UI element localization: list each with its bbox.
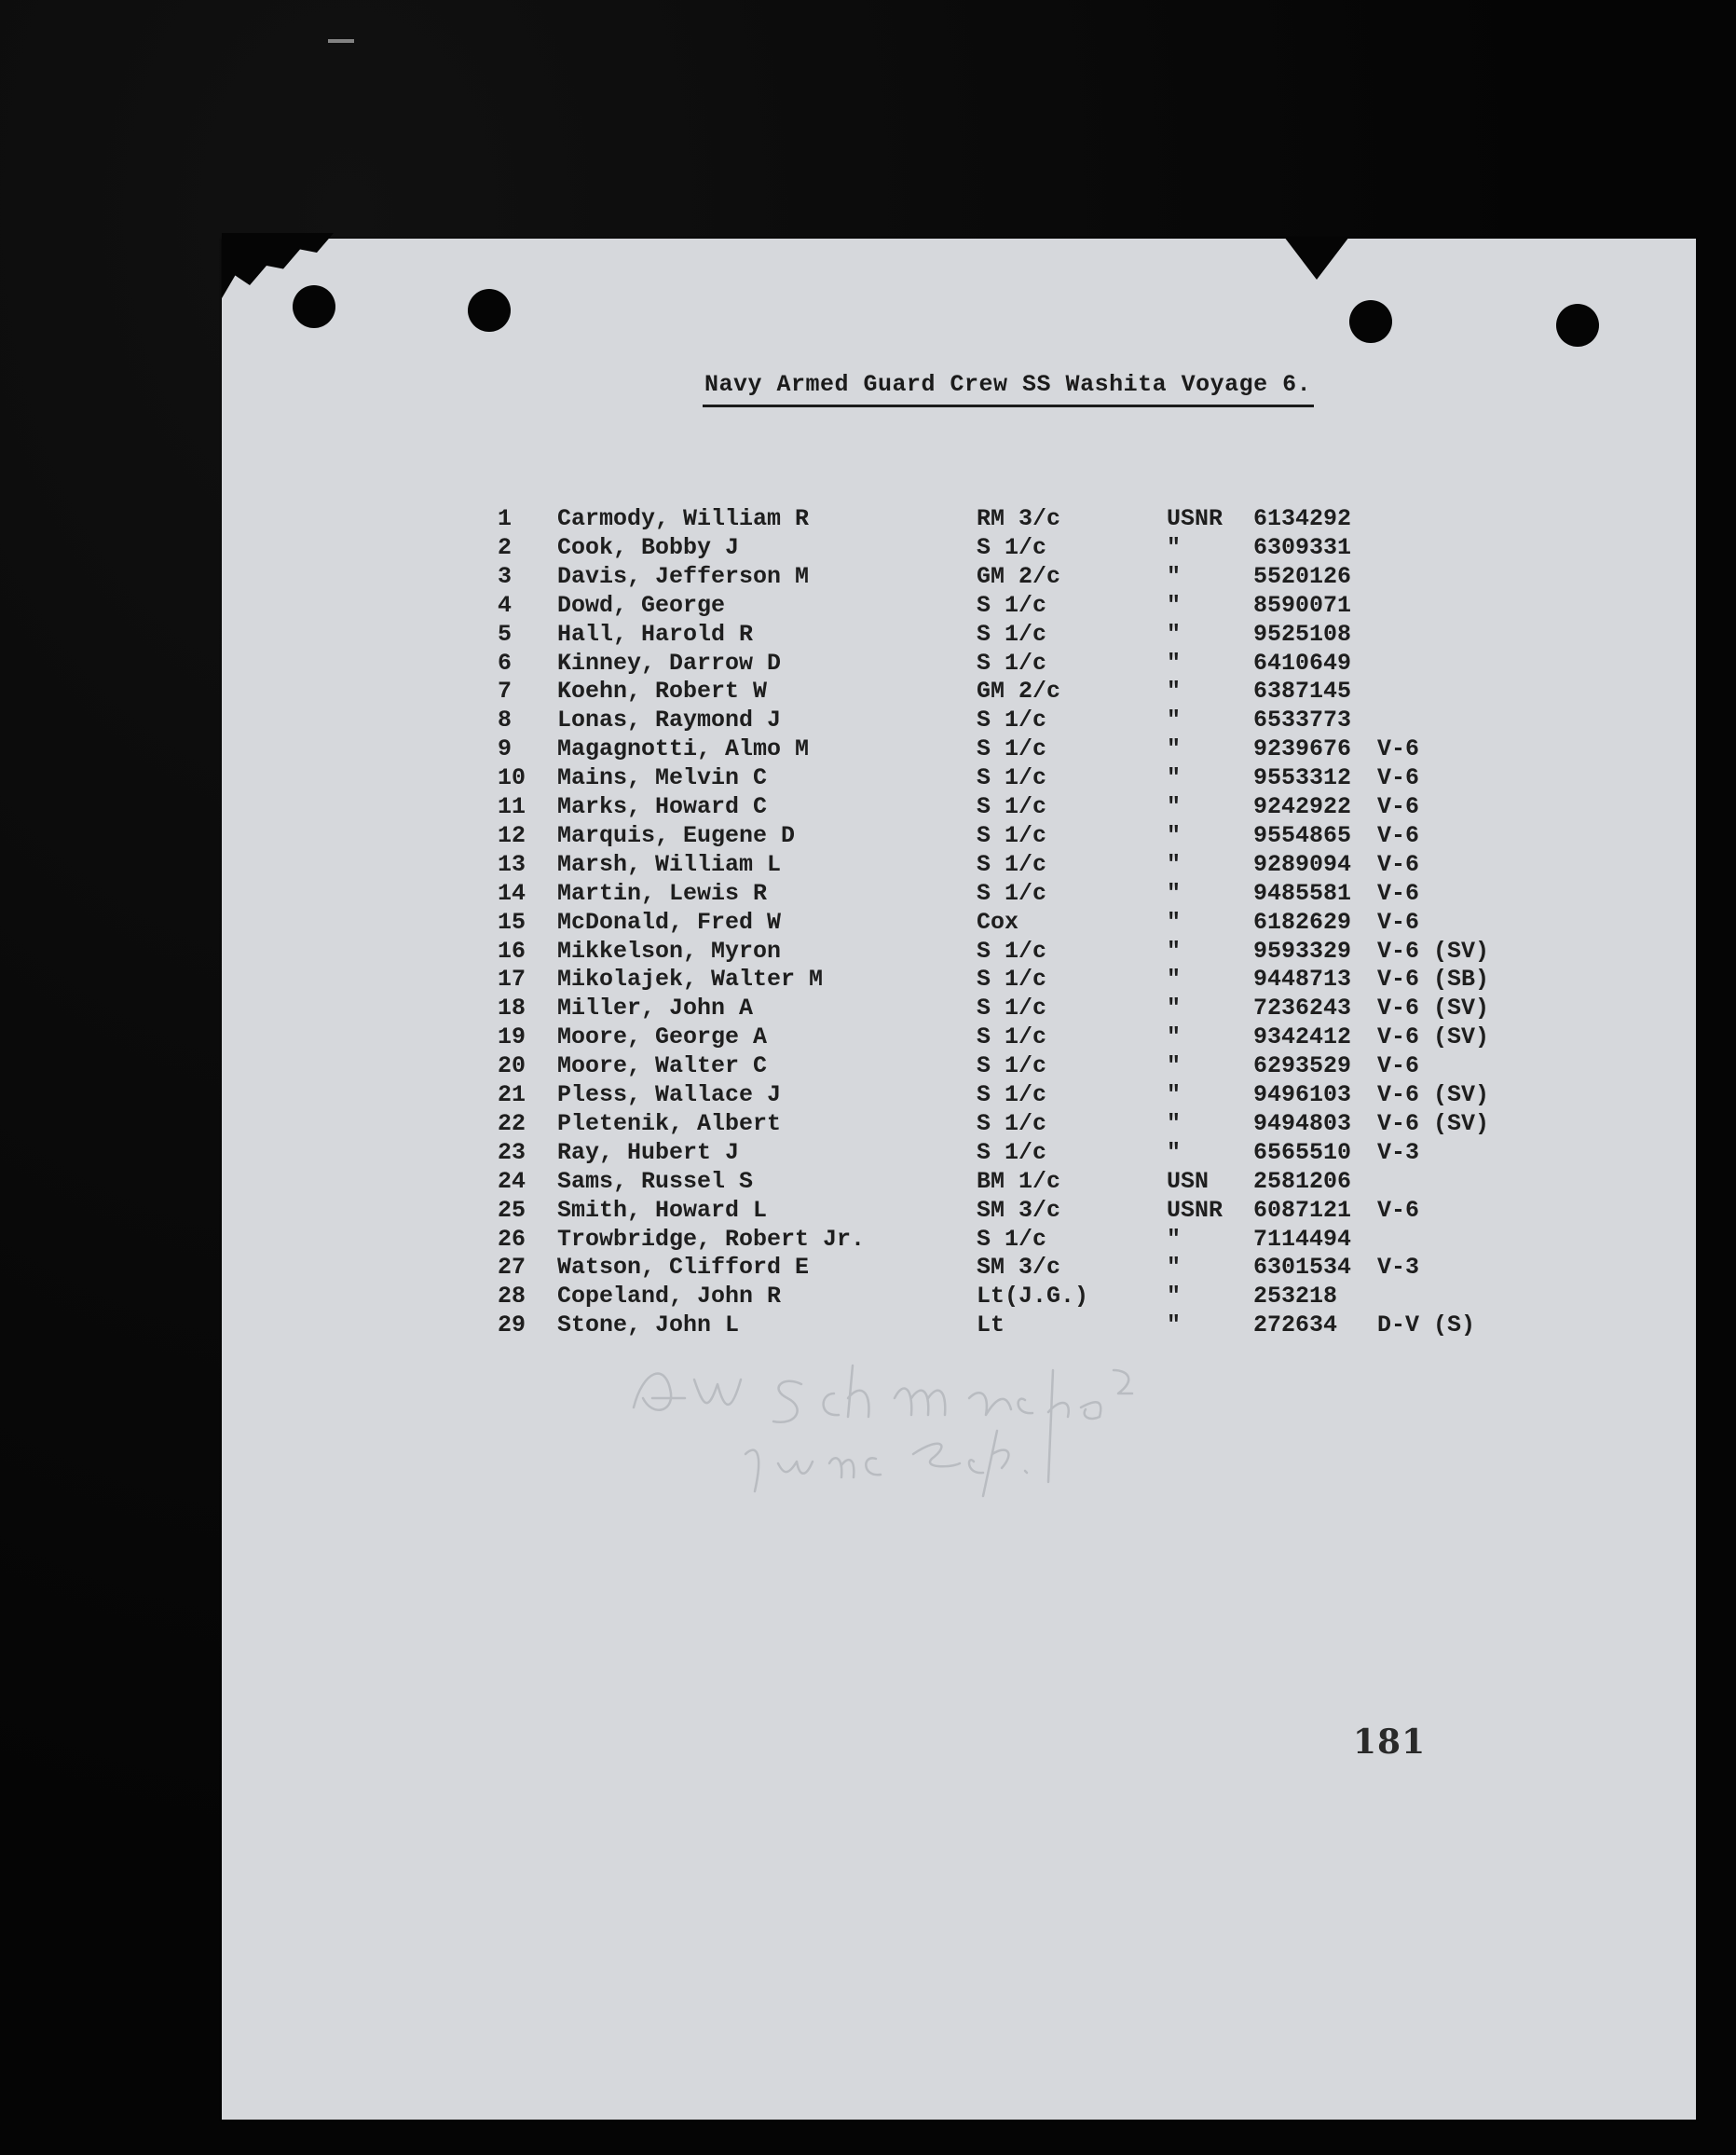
crew-notes: V-6 xyxy=(1377,822,1420,849)
service-number: 9593329 xyxy=(1253,938,1352,965)
crew-branch: " xyxy=(1167,592,1182,619)
crew-name: Moore, Walter C xyxy=(557,1052,768,1079)
service-number: 9485581 xyxy=(1253,880,1352,907)
crew-rate: S 1/c xyxy=(977,650,1047,677)
roster-row xyxy=(0,822,1736,850)
crew-branch: " xyxy=(1167,966,1182,993)
crew-name: Sams, Russel S xyxy=(557,1168,754,1195)
service-number: 6410649 xyxy=(1253,650,1352,677)
crew-notes: V-6 xyxy=(1377,880,1420,907)
crew-branch: " xyxy=(1167,1081,1182,1108)
row-number: 6 xyxy=(498,650,513,677)
crew-name: Martin, Lewis R xyxy=(557,880,768,907)
crew-name: Marquis, Eugene D xyxy=(557,822,796,849)
service-number: 6087121 xyxy=(1253,1197,1352,1224)
crew-notes: D-V (S) xyxy=(1377,1311,1476,1338)
service-number: 9239676 xyxy=(1253,735,1352,762)
crew-branch: " xyxy=(1167,880,1182,907)
crew-branch: USNR xyxy=(1167,505,1223,532)
roster-row xyxy=(0,1023,1736,1051)
roster-row xyxy=(0,1254,1736,1282)
crew-notes: V-6 xyxy=(1377,1052,1420,1079)
punch-hole xyxy=(1556,304,1599,347)
crew-name: Mains, Melvin C xyxy=(557,764,768,791)
punch-hole xyxy=(1349,300,1392,343)
crew-rate: S 1/c xyxy=(977,793,1047,820)
crew-branch: " xyxy=(1167,1254,1182,1281)
row-number: 9 xyxy=(498,735,513,762)
crew-branch: " xyxy=(1167,1311,1182,1338)
row-number: 5 xyxy=(498,621,513,648)
crew-branch: " xyxy=(1167,707,1182,734)
roster-row xyxy=(0,650,1736,678)
roster-row xyxy=(0,505,1736,533)
roster-row xyxy=(0,1139,1736,1167)
roster-row xyxy=(0,1081,1736,1109)
crew-name: Davis, Jefferson M xyxy=(557,563,810,590)
crew-rate: S 1/c xyxy=(977,995,1047,1022)
service-number: 2581206 xyxy=(1253,1168,1352,1195)
crew-rate: Lt(J.G.) xyxy=(977,1283,1089,1310)
roster-row xyxy=(0,592,1736,620)
crew-notes: V-6 (SB) xyxy=(1377,966,1490,993)
service-number: 7114494 xyxy=(1253,1226,1352,1253)
row-number: 2 xyxy=(498,534,513,561)
crew-rate: S 1/c xyxy=(977,822,1047,849)
crew-branch: " xyxy=(1167,1023,1182,1050)
crew-branch: " xyxy=(1167,678,1182,705)
row-number: 24 xyxy=(498,1168,526,1195)
crew-name: Watson, Clifford E xyxy=(557,1254,810,1281)
service-number: 6309331 xyxy=(1253,534,1352,561)
punch-hole xyxy=(468,289,511,332)
crew-notes: V-3 xyxy=(1377,1139,1420,1166)
row-number: 28 xyxy=(498,1283,526,1310)
crew-branch: " xyxy=(1167,1110,1182,1137)
crew-name: Smith, Howard L xyxy=(557,1197,768,1224)
crew-notes: V-6 xyxy=(1377,851,1420,878)
crew-name: Copeland, John R xyxy=(557,1283,782,1310)
row-number: 27 xyxy=(498,1254,526,1281)
roster-row xyxy=(0,966,1736,994)
row-number: 29 xyxy=(498,1311,526,1338)
row-number: 16 xyxy=(498,938,526,965)
crew-rate: SM 3/c xyxy=(977,1197,1061,1224)
row-number: 14 xyxy=(498,880,526,907)
roster-row xyxy=(0,534,1736,562)
crew-name: Magagnotti, Almo M xyxy=(557,735,810,762)
crew-rate: SM 3/c xyxy=(977,1254,1061,1281)
row-number: 4 xyxy=(498,592,513,619)
service-number: 9448713 xyxy=(1253,966,1352,993)
crew-rate: Lt xyxy=(977,1311,1005,1338)
roster-row xyxy=(0,1283,1736,1311)
row-number: 12 xyxy=(498,822,526,849)
crew-name: McDonald, Fred W xyxy=(557,909,782,936)
service-number: 9494803 xyxy=(1253,1110,1352,1137)
roster-row xyxy=(0,851,1736,879)
crew-notes: V-3 xyxy=(1377,1254,1420,1281)
crew-branch: " xyxy=(1167,1283,1182,1310)
row-number: 23 xyxy=(498,1139,526,1166)
roster-row xyxy=(0,909,1736,937)
service-number: 6293529 xyxy=(1253,1052,1352,1079)
row-number: 7 xyxy=(498,678,513,705)
crew-branch: " xyxy=(1167,534,1182,561)
roster-row xyxy=(0,735,1736,763)
crew-branch: " xyxy=(1167,1052,1182,1079)
crew-rate: GM 2/c xyxy=(977,563,1061,590)
crew-name: Ray, Hubert J xyxy=(557,1139,740,1166)
row-number: 15 xyxy=(498,909,526,936)
crew-notes: V-6 (SV) xyxy=(1377,1110,1490,1137)
crew-branch: USNR xyxy=(1167,1197,1223,1224)
crew-rate: S 1/c xyxy=(977,1110,1047,1137)
crew-branch: " xyxy=(1167,851,1182,878)
row-number: 17 xyxy=(498,966,526,993)
crew-rate: S 1/c xyxy=(977,1081,1047,1108)
roster-row xyxy=(0,880,1736,908)
row-number: 11 xyxy=(498,793,526,820)
crew-branch: " xyxy=(1167,793,1182,820)
crew-name: Lonas, Raymond J xyxy=(557,707,782,734)
crew-notes: V-6 (SV) xyxy=(1377,995,1490,1022)
roster-row xyxy=(0,1226,1736,1254)
crew-rate: S 1/c xyxy=(977,735,1047,762)
crew-rate: RM 3/c xyxy=(977,505,1061,532)
roster-row xyxy=(0,1311,1736,1339)
punch-hole xyxy=(293,285,335,328)
row-number: 1 xyxy=(498,505,513,532)
crew-rate: S 1/c xyxy=(977,880,1047,907)
crew-name: Stone, John L xyxy=(557,1311,740,1338)
service-number: 9342412 xyxy=(1253,1023,1352,1050)
crew-branch: " xyxy=(1167,1139,1182,1166)
crew-branch: " xyxy=(1167,938,1182,965)
row-number: 19 xyxy=(498,1023,526,1050)
row-number: 22 xyxy=(498,1110,526,1137)
crew-branch: " xyxy=(1167,650,1182,677)
service-number: 9289094 xyxy=(1253,851,1352,878)
crew-name: Marsh, William L xyxy=(557,851,782,878)
crew-branch: " xyxy=(1167,995,1182,1022)
crew-notes: V-6 xyxy=(1377,764,1420,791)
crew-branch: " xyxy=(1167,621,1182,648)
service-number: 6533773 xyxy=(1253,707,1352,734)
crew-branch: USN xyxy=(1167,1168,1210,1195)
row-number: 8 xyxy=(498,707,513,734)
roster-row xyxy=(0,678,1736,706)
crew-name: Pless, Wallace J xyxy=(557,1081,782,1108)
crew-rate: S 1/c xyxy=(977,851,1047,878)
row-number: 13 xyxy=(498,851,526,878)
roster-row xyxy=(0,1052,1736,1080)
crew-notes: V-6 xyxy=(1377,735,1420,762)
crew-notes: V-6 (SV) xyxy=(1377,1023,1490,1050)
service-number: 9525108 xyxy=(1253,621,1352,648)
roster-row xyxy=(0,1197,1736,1225)
crew-rate: S 1/c xyxy=(977,966,1047,993)
crew-name: Pletenik, Albert xyxy=(557,1110,782,1137)
page-number: 181 xyxy=(1353,1723,1427,1762)
service-number: 253218 xyxy=(1253,1283,1338,1310)
crew-notes: V-6 xyxy=(1377,793,1420,820)
crew-rate: S 1/c xyxy=(977,707,1047,734)
row-number: 21 xyxy=(498,1081,526,1108)
crew-branch: " xyxy=(1167,735,1182,762)
crew-name: Mikolajek, Walter M xyxy=(557,966,824,993)
handwritten-signature xyxy=(615,1342,1323,1501)
roster-row xyxy=(0,793,1736,821)
row-number: 18 xyxy=(498,995,526,1022)
roster-row xyxy=(0,707,1736,734)
roster-row xyxy=(0,1168,1736,1196)
crew-rate: BM 1/c xyxy=(977,1168,1061,1195)
crew-rate: S 1/c xyxy=(977,1139,1047,1166)
service-number: 9496103 xyxy=(1253,1081,1352,1108)
crew-rate: S 1/c xyxy=(977,938,1047,965)
crew-rate: Cox xyxy=(977,909,1019,936)
crew-notes: V-6 xyxy=(1377,1197,1420,1224)
row-number: 10 xyxy=(498,764,526,791)
scan-mark xyxy=(328,39,354,43)
crew-name: Mikkelson, Myron xyxy=(557,938,782,965)
service-number: 5520126 xyxy=(1253,563,1352,590)
roster-row xyxy=(0,1110,1736,1138)
roster-row xyxy=(0,995,1736,1023)
crew-branch: " xyxy=(1167,1226,1182,1253)
crew-name: Dowd, George xyxy=(557,592,726,619)
service-number: 9554865 xyxy=(1253,822,1352,849)
crew-rate: S 1/c xyxy=(977,534,1047,561)
crew-notes: V-6 (SV) xyxy=(1377,938,1490,965)
row-number: 26 xyxy=(498,1226,526,1253)
crew-name: Hall, Harold R xyxy=(557,621,754,648)
crew-name: Marks, Howard C xyxy=(557,793,768,820)
service-number: 6301534 xyxy=(1253,1254,1352,1281)
crew-rate: S 1/c xyxy=(977,592,1047,619)
service-number: 6134292 xyxy=(1253,505,1352,532)
crew-branch: " xyxy=(1167,563,1182,590)
crew-notes: V-6 (SV) xyxy=(1377,1081,1490,1108)
service-number: 7236243 xyxy=(1253,995,1352,1022)
crew-rate: S 1/c xyxy=(977,1052,1047,1079)
crew-notes: V-6 xyxy=(1377,909,1420,936)
document-title: Navy Armed Guard Crew SS Washita Voyage 6. xyxy=(704,371,1312,398)
service-number: 6565510 xyxy=(1253,1139,1352,1166)
roster-row xyxy=(0,938,1736,966)
crew-name: Carmody, William R xyxy=(557,505,810,532)
crew-branch: " xyxy=(1167,909,1182,936)
crew-rate: S 1/c xyxy=(977,764,1047,791)
crew-branch: " xyxy=(1167,822,1182,849)
service-number: 9553312 xyxy=(1253,764,1352,791)
row-number: 3 xyxy=(498,563,513,590)
crew-rate: S 1/c xyxy=(977,1226,1047,1253)
crew-name: Moore, George A xyxy=(557,1023,768,1050)
crew-name: Miller, John A xyxy=(557,995,754,1022)
row-number: 25 xyxy=(498,1197,526,1224)
crew-rate: S 1/c xyxy=(977,621,1047,648)
title-underline xyxy=(703,405,1314,407)
roster-row xyxy=(0,764,1736,792)
service-number: 272634 xyxy=(1253,1311,1338,1338)
crew-name: Cook, Bobby J xyxy=(557,534,740,561)
service-number: 6387145 xyxy=(1253,678,1352,705)
crew-rate: GM 2/c xyxy=(977,678,1061,705)
roster-row xyxy=(0,621,1736,649)
service-number: 9242922 xyxy=(1253,793,1352,820)
service-number: 8590071 xyxy=(1253,592,1352,619)
roster-row xyxy=(0,563,1736,591)
row-number: 20 xyxy=(498,1052,526,1079)
crew-name: Trowbridge, Robert Jr. xyxy=(557,1226,866,1253)
crew-rate: S 1/c xyxy=(977,1023,1047,1050)
service-number: 6182629 xyxy=(1253,909,1352,936)
crew-name: Kinney, Darrow D xyxy=(557,650,782,677)
crew-name: Koehn, Robert W xyxy=(557,678,768,705)
crew-branch: " xyxy=(1167,764,1182,791)
